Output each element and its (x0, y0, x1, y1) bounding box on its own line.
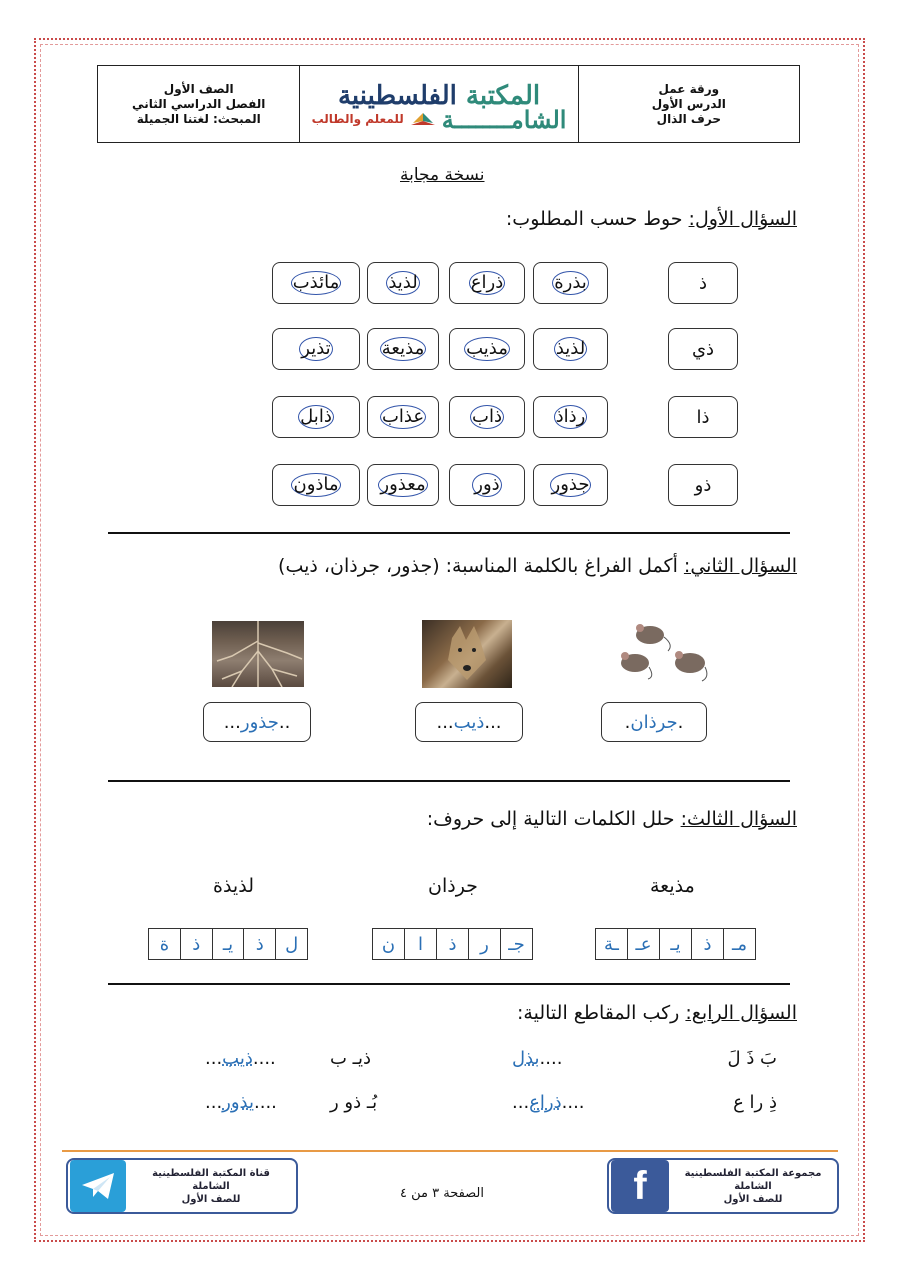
letter-cell[interactable]: ر (468, 929, 500, 959)
circled-word: ماذون (293, 474, 339, 495)
syllables-1: بَ ذَ لَ (727, 1048, 777, 1069)
circled-word: ذابل (300, 406, 332, 427)
answer-copy-label: نسخة مجابة (400, 165, 485, 185)
circled-word: ذراع (470, 272, 504, 293)
question-4-title: السؤال الرابع: ركب المقاطع التالية: (517, 1002, 797, 1024)
facebook-group-badge[interactable]: f مجموعة المكتبة الفلسطينية الشاملة للصف الأول (607, 1158, 839, 1214)
lesson-label: الدرس الأول (651, 96, 726, 111)
wolf-image (422, 620, 512, 688)
word-option-box[interactable] (367, 464, 439, 506)
word-1: مذيعة (650, 875, 695, 897)
letter-analysis-table (148, 928, 308, 960)
worksheet-label: ورقة عمل (658, 81, 720, 96)
word-option-box[interactable] (449, 396, 525, 438)
word-option-box[interactable] (367, 328, 439, 370)
question-3-title: السؤال الثالث: حلل الكلمات التالية إلى حروف: (426, 808, 797, 830)
answer-text: ذيب (453, 711, 485, 733)
letter-key-box: ذا (668, 396, 738, 438)
mice-image (610, 615, 715, 690)
footer-divider (62, 1150, 838, 1152)
compose-answer-3[interactable]: ....ذراع... (512, 1092, 585, 1113)
grade-label: الصف الأول (163, 81, 234, 96)
letter-analysis-table (372, 928, 533, 960)
circled-word: عذاب (381, 406, 425, 427)
circled-word: رذاذ (555, 406, 586, 427)
word-3: لذيذة (213, 875, 254, 897)
question-1-title: السؤال الأول: حوط حسب المطلوب: (505, 208, 797, 230)
logo-title: المكتبة الفلسطينية (337, 81, 541, 111)
library-logo (300, 66, 578, 142)
logo-subtitle: الشامــــــــة (441, 105, 567, 134)
logo-tagline: للمعلم والطالب (311, 112, 404, 126)
letter-cell[interactable]: يـ (659, 929, 691, 959)
word-option-box[interactable] (367, 396, 439, 438)
letter-key-box: ذو (668, 464, 738, 506)
roots-image (212, 621, 304, 687)
divider (108, 780, 790, 782)
letter-cell[interactable]: ذ (691, 929, 723, 959)
word-option-box[interactable] (449, 328, 525, 370)
word-option-box[interactable] (449, 464, 525, 506)
circled-word: مذيب (466, 338, 508, 359)
word-option-box[interactable] (272, 464, 360, 506)
page-number: الصفحة ٣ من ٤ (400, 1186, 485, 1201)
circled-word: جذور (551, 474, 590, 495)
telegram-channel-badge[interactable]: قناة المكتبة الفلسطينية الشاملة للصف الأول (66, 1158, 298, 1214)
circled-word: ذاب (472, 406, 502, 427)
telegram-icon (70, 1160, 126, 1212)
answer-box-1[interactable]: . جرذان . (601, 702, 707, 742)
letter-analysis-table (595, 928, 756, 960)
word-option-box[interactable] (533, 262, 608, 304)
circled-word: لذيذ (388, 272, 418, 293)
circled-word: مذيعة (381, 338, 425, 359)
letter-cell[interactable]: ن (381, 933, 396, 955)
answer-text: جذور (240, 711, 279, 733)
letter-cell[interactable]: ا (404, 929, 436, 959)
syllables-4: بُـ ذو ر (330, 1092, 378, 1113)
letter-cell[interactable]: يـ (212, 929, 244, 959)
letter-cell[interactable]: ذ (243, 929, 275, 959)
word-option-box[interactable] (272, 396, 360, 438)
word-2: جرذان (428, 875, 478, 897)
word-option-box[interactable] (533, 328, 608, 370)
letter-cell[interactable]: عـ (627, 929, 659, 959)
syllables-3: ذِ را ع (733, 1092, 777, 1113)
subject-label: المبحث: لغتنا الجميلة (136, 111, 261, 126)
answer-box-3[interactable]: .. جذور ... (203, 702, 311, 742)
letter-key-box: ذي (668, 328, 738, 370)
header-right-info (579, 66, 799, 142)
compose-answer-1[interactable]: ....بذل (512, 1048, 563, 1069)
word-option-box[interactable] (449, 262, 525, 304)
question-2-title: السؤال الثاني: أكمل الفراغ بالكلمة المناسبة: (جذور، جرذان، ذيب) (278, 555, 797, 577)
letter-label: حرف الذال (656, 111, 721, 126)
letter-cell[interactable]: ذ (436, 929, 468, 959)
letter-key-box: ذ (668, 262, 738, 304)
word-option-box[interactable] (533, 396, 608, 438)
answer-box-2[interactable]: ... ذيب ... (415, 702, 523, 742)
letter-cell[interactable]: ذ (180, 929, 212, 959)
letter-cell[interactable]: مـ (723, 929, 755, 959)
circled-word: مائذب (292, 272, 340, 293)
letter-cell[interactable]: ـة (604, 933, 619, 955)
word-option-box[interactable] (272, 328, 360, 370)
compose-answer-4[interactable]: ....يذور... (205, 1092, 277, 1113)
circled-word: لذيذ (555, 338, 586, 359)
letter-cell[interactable]: جـ (500, 929, 532, 959)
circled-word: ذور (474, 474, 500, 495)
syllables-2: ذيـ ب (330, 1048, 371, 1069)
worksheet-header (97, 65, 800, 143)
semester-label: الفصل الدراسي الثاني (132, 96, 266, 111)
letter-cell[interactable]: ل (275, 929, 307, 959)
circled-word: معذور (380, 474, 426, 495)
circled-word: بذرة (554, 272, 587, 293)
compose-answer-2[interactable]: ....ذيب... (205, 1048, 276, 1069)
header-left-info (98, 66, 300, 142)
letter-cell[interactable]: ة (159, 933, 170, 955)
divider (108, 983, 790, 985)
divider (108, 532, 790, 534)
circled-word: تذير (301, 338, 331, 359)
word-option-box[interactable] (367, 262, 439, 304)
word-option-box[interactable] (533, 464, 608, 506)
word-option-box[interactable] (272, 262, 360, 304)
answer-text: جرذان (630, 711, 678, 733)
facebook-icon: f (611, 1160, 669, 1212)
book-icon (410, 111, 436, 127)
